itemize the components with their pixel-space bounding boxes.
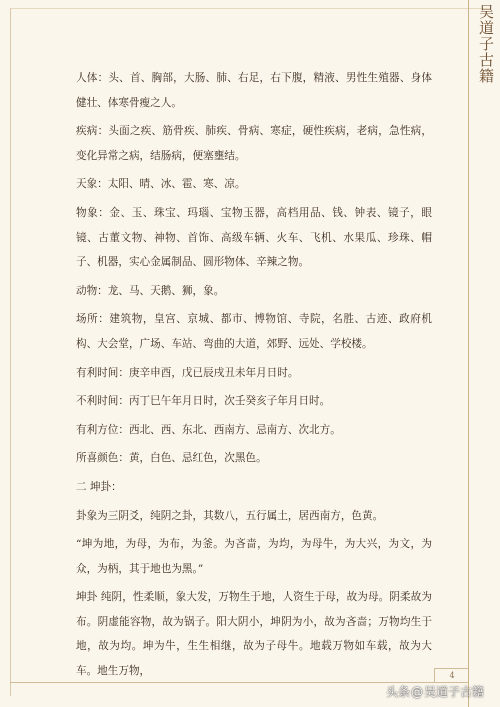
bottom-rule <box>10 682 468 683</box>
page-number: 4 <box>434 668 469 683</box>
paragraph-body-parts: 人体：头、首、胸部，大肠、肺、右足，右下腹，精液、男性生殖器、身体健壮、体寒骨瘦之人。 <box>76 72 432 109</box>
watermark <box>386 684 484 700</box>
paragraph-kun-quote: “坤为地，为母，为布，为釜。为吝啬，为均，为母牛，为大兴，为文，为众，为柄，其于地也为黑。” <box>76 538 432 575</box>
watermark-platform: 头条 <box>386 685 411 699</box>
paragraph-favorable-time: 有利时间：庚辛申酉，戊已辰戌丑未年月日时。 <box>76 366 299 379</box>
paragraph-unfavorable-time: 不利时间：丙丁巳午年月日时，次壬癸亥子年月日时。 <box>76 395 331 408</box>
page-body <box>76 66 432 688</box>
paragraph-objects: 物象：金、玉、珠宝、玛瑙、宝物玉器，高档用品、钱、钟表、镜子，眼镜、古董文物、神物、首饰、高级车辆、火车、飞机、水果瓜、珍珠、帽子、机器，实心金属制品、圆形物体、辛辣之物。 <box>76 206 432 269</box>
paragraph-weather: 天象：太阳、晴、冰、雹、寒、凉。 <box>76 178 246 191</box>
paragraph-favorable-colors: 所喜颜色：黄，白色、忌红色，次黑色。 <box>76 452 267 465</box>
paragraph-diseases: 疾病：头面之疾、筋骨疾、肺疾、骨病、寒症，硬性疾病，老病，急性病，变化异常之病，结肠病，便塞壅结。 <box>76 125 432 162</box>
paragraph-places: 场所：建筑物，皇宫、京城、都市、博物馆、寺院，名胜、古迹、政府机构、大会堂，广场、车站、弯曲的大道，郊野、远处、学校楼。 <box>76 313 432 350</box>
paragraph-kun-symbol: 卦象为三阴爻，纯阴之卦，其数八，五行属土，居西南方，色黄。 <box>76 509 384 522</box>
watermark-separator: @ <box>411 685 424 699</box>
margin-rule <box>468 0 469 707</box>
paragraph-favorable-direction: 有利方位：西北、西、东北、西南方、忌南方、次北方。 <box>76 423 341 436</box>
section-heading-kun: 二 坤卦： <box>76 480 122 493</box>
paragraph-animals: 动物：龙、马、天鹅、狮，象。 <box>76 284 225 297</box>
watermark-account: 吴道子古籍 <box>424 685 485 699</box>
paragraph-kun-explanation: 坤卦 纯阴，性柔顺，象大发，万物生于地，人资生于母，故为母。阴柔故为布。阴虚能容物，故为锅子。阳大阴小，坤阴为小，故为吝啬；万物均生于地，故为均。坤为牛，生生相继，故为子母牛。地载万物如车载，故为大车。地生万物， <box>76 591 432 678</box>
book-title-vertical: 吴道子古籍 <box>477 4 495 84</box>
